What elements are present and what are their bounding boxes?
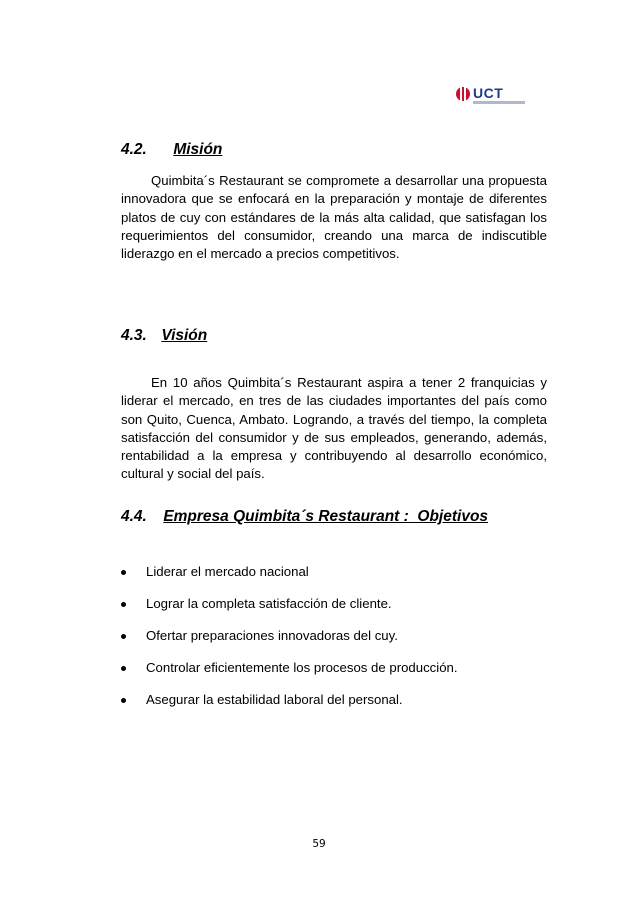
paragraph-mision (121, 172, 547, 263)
paragraph-text: En 10 años Quimbita´s Restaurant aspira a tener 2 franquicias y liderar el mercado, en tres de las ciudades importantes del país como son Quito, Cuenca, Ambato. Logrando, a través del tiempo, la completa satisfacción del consumidor y de sus empleados, generando, además, rentabilidad a la empresa y contribuyendo al desarrollo económico, cultural y social del país. (121, 375, 547, 482)
list-item-text: Liderar el mercado nacional (146, 564, 309, 579)
heading-number: 4.4. (121, 508, 147, 525)
list-item-text: Controlar eficientemente los procesos de producción. (146, 660, 458, 675)
bullet-icon (121, 634, 126, 639)
bullet-icon (121, 666, 126, 671)
uct-logo-icon (455, 86, 471, 102)
paragraph-vision (121, 374, 547, 484)
heading-number: 4.2. (121, 141, 147, 158)
list-item-text: Asegurar la estabilidad laboral del personal. (146, 692, 403, 707)
heading-title: Visión (161, 327, 208, 344)
uct-logo (455, 86, 529, 106)
heading-number: 4.3. (121, 327, 147, 344)
bullet-icon (121, 698, 126, 703)
list-item-text: Ofertar preparaciones innovadoras del cuy. (146, 628, 398, 643)
heading-title: Empresa Quimbita´s Restaurant : Objetivos (163, 508, 489, 525)
heading-mision (121, 141, 222, 159)
list-item-text: Lograr la completa satisfacción de cliente. (146, 596, 392, 611)
paragraph-text: Quimbita´s Restaurant se compromete a desarrollar una propuesta innovadora que se enfocará en la preparación y montaje de diferentes platos de cuy con estándares de la más alta calidad, que satisfagan los requerimientos del consumidor, creando una marca de indiscutible liderazgo en el mercado a precios competitivos. (121, 173, 547, 262)
page-number: 59 (312, 838, 326, 850)
heading-title: Misión (173, 141, 223, 158)
heading-vision (121, 327, 207, 345)
logo-subline (473, 101, 525, 104)
logo-text: UCT (473, 85, 504, 101)
heading-objetivos (121, 508, 488, 526)
bullet-icon (121, 570, 126, 575)
bullet-icon (121, 602, 126, 607)
